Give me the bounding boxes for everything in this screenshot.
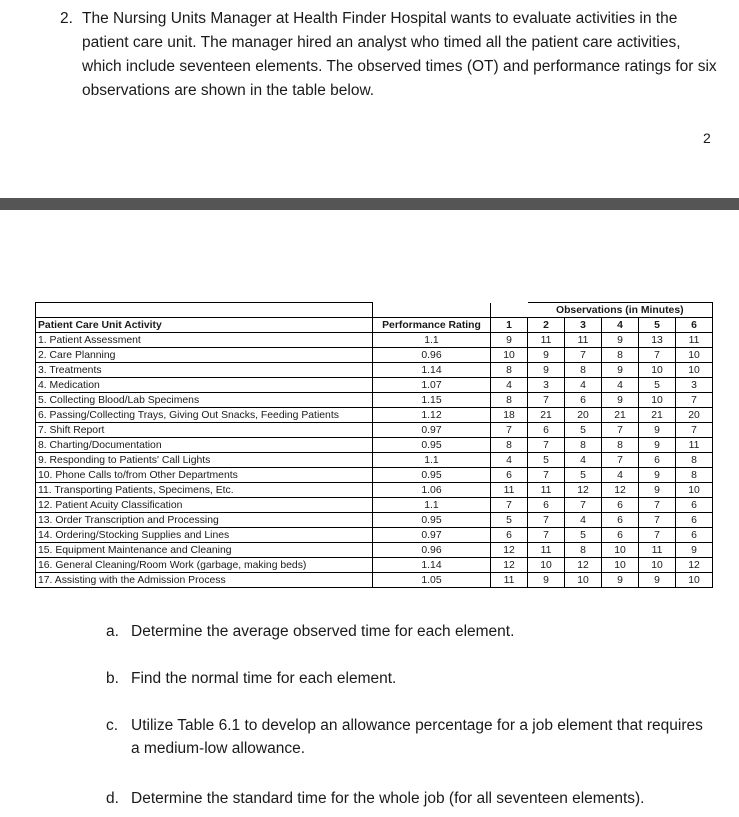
part-b-label: b. (106, 670, 119, 687)
observation-cell: 6 (639, 453, 676, 468)
observation-cell: 7 (565, 498, 602, 513)
observation-cell: 4 (565, 453, 602, 468)
observation-cell: 9 (491, 333, 528, 348)
observation-cell: 10 (676, 483, 713, 498)
observation-cell: 8 (602, 348, 639, 363)
observation-cell: 7 (528, 468, 565, 483)
observation-cell: 18 (491, 408, 528, 423)
rating-cell: 1.05 (373, 573, 491, 588)
table-row (36, 348, 713, 363)
table-row (36, 423, 713, 438)
problem-text: The Nursing Units Manager at Health Finder Hospital wants to evaluate activities in the patient care unit. The manager hired an analyst who timed all the patient care activities, which include seventeen elements. The observed times (OT) and performance ratings for six observations are shown in the table below. (82, 10, 717, 99)
activity-header: Patient Care Unit Activity (36, 318, 373, 333)
observation-cell: 20 (676, 408, 713, 423)
observation-cell: 21 (528, 408, 565, 423)
observation-cell: 9 (528, 363, 565, 378)
observation-cell: 9 (602, 573, 639, 588)
observation-cell: 10 (639, 393, 676, 408)
table-row (36, 498, 713, 513)
rating-cell: 1.1 (373, 453, 491, 468)
table-row (36, 393, 713, 408)
observation-cell: 9 (602, 363, 639, 378)
table-row (36, 363, 713, 378)
observation-cell: 7 (676, 393, 713, 408)
observation-cell: 7 (639, 498, 676, 513)
observation-cell: 12 (491, 543, 528, 558)
observation-cell: 4 (491, 378, 528, 393)
observation-cell: 7 (602, 423, 639, 438)
part-d-text: Determine the standard time for the whole job (for all seventeen elements). (131, 790, 645, 807)
observation-cell: 8 (565, 543, 602, 558)
observation-cell: 21 (639, 408, 676, 423)
obs-header-3: 3 (565, 318, 602, 333)
part-a (106, 620, 706, 643)
observation-cell: 9 (639, 483, 676, 498)
observation-cell: 13 (639, 333, 676, 348)
observation-cell: 7 (491, 423, 528, 438)
table-header-row (36, 318, 713, 333)
observation-cell: 9 (528, 573, 565, 588)
table-row (36, 438, 713, 453)
observation-cell: 9 (528, 348, 565, 363)
table-row (36, 408, 713, 423)
problem-statement (60, 7, 720, 103)
observation-cell: 10 (565, 573, 602, 588)
observation-cell: 8 (491, 438, 528, 453)
observation-cell: 6 (528, 423, 565, 438)
observation-cell: 4 (565, 513, 602, 528)
part-b-text: Find the normal time for each element. (131, 670, 397, 687)
activity-cell: 13. Order Transcription and Processing (36, 513, 373, 528)
part-a-label: a. (106, 623, 119, 640)
activity-cell: 8. Charting/Documentation (36, 438, 373, 453)
observation-cell: 12 (676, 558, 713, 573)
observation-cell: 8 (676, 453, 713, 468)
header-spacer-obs1 (491, 303, 528, 318)
activity-cell: 1. Patient Assessment (36, 333, 373, 348)
rating-cell: 1.1 (373, 498, 491, 513)
observation-cell: 12 (602, 483, 639, 498)
observation-cell: 4 (565, 378, 602, 393)
observation-cell: 6 (602, 498, 639, 513)
observation-cell: 9 (639, 573, 676, 588)
table-row (36, 453, 713, 468)
observation-cell: 10 (676, 348, 713, 363)
observation-cell: 6 (676, 528, 713, 543)
observation-cell: 7 (491, 498, 528, 513)
observation-cell: 7 (639, 513, 676, 528)
observation-cell: 7 (639, 348, 676, 363)
observation-cell: 10 (602, 558, 639, 573)
observation-cell: 9 (639, 438, 676, 453)
observation-cell: 8 (676, 468, 713, 483)
rating-cell: 0.96 (373, 543, 491, 558)
table-row (36, 573, 713, 588)
obs-header-2: 2 (528, 318, 565, 333)
observation-cell: 11 (528, 333, 565, 348)
observation-cell: 9 (676, 543, 713, 558)
observation-cell: 11 (491, 483, 528, 498)
observation-cell: 6 (491, 468, 528, 483)
rating-cell: 0.96 (373, 348, 491, 363)
observation-cell: 5 (639, 378, 676, 393)
rating-cell: 1.12 (373, 408, 491, 423)
observation-cell: 5 (565, 423, 602, 438)
observation-cell: 4 (491, 453, 528, 468)
observation-cell: 5 (528, 453, 565, 468)
observation-cell: 7 (602, 453, 639, 468)
observation-cell: 6 (676, 498, 713, 513)
observation-cell: 6 (565, 393, 602, 408)
observation-cell: 8 (565, 438, 602, 453)
rating-cell: 0.97 (373, 423, 491, 438)
observation-cell: 7 (528, 528, 565, 543)
table-row (36, 378, 713, 393)
observation-cell: 9 (602, 393, 639, 408)
observations-title: Observations (in Minutes) (528, 303, 713, 318)
observation-cell: 6 (491, 528, 528, 543)
observation-cell: 21 (602, 408, 639, 423)
observation-cell: 7 (639, 528, 676, 543)
observation-cell: 6 (676, 513, 713, 528)
rating-cell: 0.95 (373, 468, 491, 483)
observation-cell: 7 (528, 513, 565, 528)
observation-cell: 11 (528, 543, 565, 558)
observation-cell: 10 (491, 348, 528, 363)
observation-cell: 10 (676, 363, 713, 378)
part-c (106, 714, 706, 760)
rating-cell: 0.95 (373, 513, 491, 528)
observation-cell: 8 (565, 363, 602, 378)
table-row (36, 543, 713, 558)
rating-cell: 0.97 (373, 528, 491, 543)
observation-cell: 10 (676, 573, 713, 588)
observation-cell: 11 (639, 543, 676, 558)
observation-cell: 7 (528, 438, 565, 453)
observation-cell: 12 (565, 558, 602, 573)
observation-cell: 10 (639, 558, 676, 573)
observation-cell: 12 (565, 483, 602, 498)
activity-cell: 14. Ordering/Stocking Supplies and Lines (36, 528, 373, 543)
obs-header-6: 6 (676, 318, 713, 333)
part-d (106, 787, 706, 810)
observation-cell: 5 (565, 528, 602, 543)
observation-cell: 7 (565, 348, 602, 363)
observation-cell: 4 (602, 468, 639, 483)
observation-cell: 3 (676, 378, 713, 393)
header-spacer-activity (36, 303, 373, 318)
observation-cell: 5 (565, 468, 602, 483)
observation-cell: 10 (602, 543, 639, 558)
page-divider (0, 198, 739, 210)
observation-cell: 9 (602, 333, 639, 348)
activity-cell: 3. Treatments (36, 363, 373, 378)
table-row (36, 528, 713, 543)
observation-cell: 9 (639, 468, 676, 483)
table-row (36, 483, 713, 498)
obs-header-4: 4 (602, 318, 639, 333)
activity-cell: 6. Passing/Collecting Trays, Giving Out Snacks, Feeding Patients (36, 408, 373, 423)
part-c-label: c. (106, 717, 119, 734)
observation-cell: 8 (491, 393, 528, 408)
observation-cell: 10 (639, 363, 676, 378)
observations-table (35, 302, 713, 588)
activity-cell: 4. Medication (36, 378, 373, 393)
activity-cell: 5. Collecting Blood/Lab Specimens (36, 393, 373, 408)
observation-cell: 6 (528, 498, 565, 513)
observation-cell: 7 (676, 423, 713, 438)
observation-cell: 11 (491, 573, 528, 588)
observation-cell: 11 (528, 483, 565, 498)
rating-cell: 1.06 (373, 483, 491, 498)
observation-cell: 20 (565, 408, 602, 423)
rating-cell: 1.14 (373, 558, 491, 573)
rating-cell: 0.95 (373, 438, 491, 453)
part-d-label: d. (106, 790, 119, 807)
header-spacer-rating (373, 303, 491, 318)
activity-cell: 9. Responding to Patients' Call Lights (36, 453, 373, 468)
observation-cell: 12 (491, 558, 528, 573)
rating-cell: 1.14 (373, 363, 491, 378)
problem-number: 2. (60, 10, 73, 27)
rating-cell: 1.15 (373, 393, 491, 408)
observation-cell: 11 (676, 438, 713, 453)
table-row (36, 333, 713, 348)
rating-cell: 1.07 (373, 378, 491, 393)
part-c-text: Utilize Table 6.1 to develop an allowance percentage for a job element that requires a medium-low allowance. (131, 717, 703, 757)
activity-cell: 12. Patient Acuity Classification (36, 498, 373, 513)
page-number: 2 (703, 130, 711, 146)
activity-cell: 11. Transporting Patients, Specimens, Etc. (36, 483, 373, 498)
table-row (36, 468, 713, 483)
table-row (36, 558, 713, 573)
part-a-text: Determine the average observed time for each element. (131, 623, 515, 640)
observation-cell: 11 (676, 333, 713, 348)
activity-cell: 16. General Cleaning/Room Work (garbage, making beds) (36, 558, 373, 573)
observation-cell: 7 (528, 393, 565, 408)
obs-header-5: 5 (639, 318, 676, 333)
observation-cell: 8 (491, 363, 528, 378)
table-title-row (36, 303, 713, 318)
table-row (36, 513, 713, 528)
activity-cell: 2. Care Planning (36, 348, 373, 363)
activity-cell: 15. Equipment Maintenance and Cleaning (36, 543, 373, 558)
rating-cell: 1.1 (373, 333, 491, 348)
activity-cell: 7. Shift Report (36, 423, 373, 438)
obs-header-1: 1 (491, 318, 528, 333)
observation-cell: 4 (602, 378, 639, 393)
observation-cell: 6 (602, 513, 639, 528)
observation-cell: 6 (602, 528, 639, 543)
observation-cell: 9 (639, 423, 676, 438)
part-b (106, 667, 706, 690)
activity-cell: 17. Assisting with the Admission Process (36, 573, 373, 588)
activity-cell: 10. Phone Calls to/from Other Departments (36, 468, 373, 483)
observation-cell: 10 (528, 558, 565, 573)
observation-cell: 3 (528, 378, 565, 393)
observation-cell: 8 (602, 438, 639, 453)
observation-cell: 5 (491, 513, 528, 528)
rating-header: Performance Rating (373, 318, 491, 333)
observation-cell: 11 (565, 333, 602, 348)
